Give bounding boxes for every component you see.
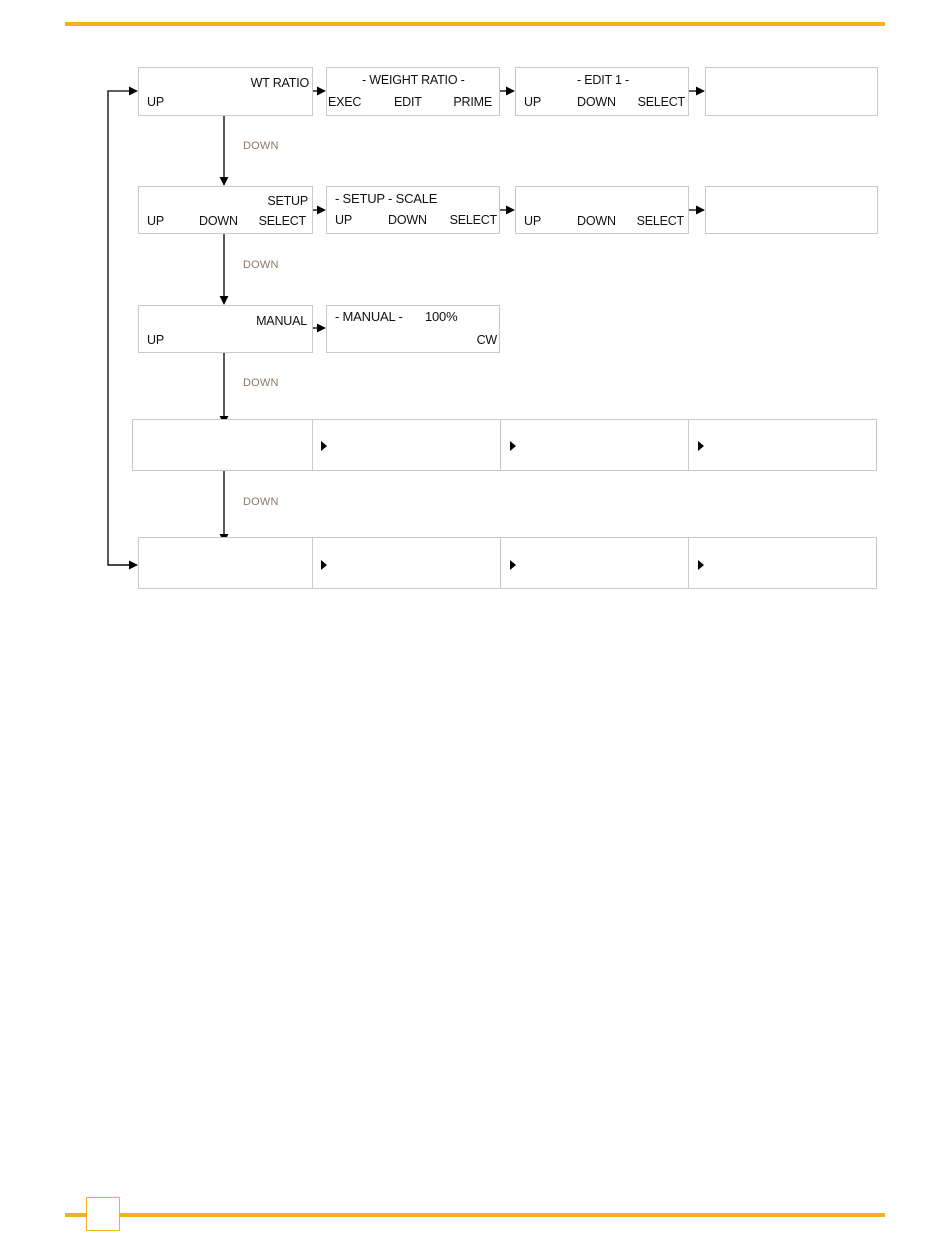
lcd-title: - MANUAL - [335, 309, 403, 324]
lcd-setup-scale [326, 186, 500, 234]
lcd-title: SETUP [267, 194, 308, 208]
footer-rule [65, 1213, 885, 1217]
lcd-manual-screen [326, 305, 500, 353]
lcd-title: WT RATIO [250, 76, 309, 90]
down-label-3: DOWN [243, 377, 279, 389]
row4-cell-3 [500, 420, 688, 470]
lcd-softkey-select: SELECT [636, 214, 684, 228]
lcd-softkey-up: UP [147, 214, 164, 228]
flow-row-5 [138, 537, 877, 589]
lcd-softkey-down: DOWN [577, 95, 616, 109]
lcd-wt-ratio-menu [138, 67, 313, 116]
lcd-blank-r2 [705, 186, 878, 234]
down-label-1: DOWN [243, 140, 279, 152]
lcd-softkey-down: DOWN [577, 214, 616, 228]
row4-cell-1 [133, 420, 312, 470]
lcd-softkey-select: SELECT [258, 214, 306, 228]
lcd-softkey-select: SELECT [449, 213, 497, 227]
lcd-softkey-down: DOWN [388, 213, 427, 227]
lcd-edit-1 [515, 67, 689, 116]
down-label-2: DOWN [243, 259, 279, 271]
lcd-softkey-prime: PRIME [453, 95, 492, 109]
row4-cell-4 [688, 420, 876, 470]
lcd-softkey-up: UP [147, 333, 164, 347]
flow-row-4 [132, 419, 877, 471]
lcd-title: - WEIGHT RATIO - [362, 73, 465, 87]
play-icon [321, 441, 327, 451]
row5-cell-1 [139, 538, 312, 588]
lcd-softkey-up: UP [524, 95, 541, 109]
lcd-softkey-edit: EDIT [394, 95, 422, 109]
lcd-setup-sub [515, 186, 689, 234]
down-label-4: DOWN [243, 496, 279, 508]
row5-cell-4 [688, 538, 876, 588]
play-icon [321, 560, 327, 570]
lcd-setup-menu [138, 186, 313, 234]
row4-cell-2 [312, 420, 500, 470]
lcd-softkey-down: DOWN [199, 214, 238, 228]
lcd-softkey-up: UP [524, 214, 541, 228]
lcd-softkey-up: UP [335, 213, 352, 227]
play-icon [698, 560, 704, 570]
lcd-manual-direction: CW [476, 333, 497, 347]
lcd-title: - SETUP - SCALE [335, 191, 438, 206]
play-icon [698, 441, 704, 451]
page-number-box [86, 1197, 120, 1231]
play-icon [510, 560, 516, 570]
lcd-manual-menu [138, 305, 313, 353]
lcd-weight-ratio [326, 67, 500, 116]
lcd-softkey-up: UP [147, 95, 164, 109]
row5-cell-3 [500, 538, 688, 588]
lcd-title: - EDIT 1 - [577, 73, 629, 87]
play-icon [510, 441, 516, 451]
lcd-softkey-select: SELECT [637, 95, 685, 109]
lcd-title: MANUAL [256, 314, 307, 328]
lcd-blank-r1 [705, 67, 878, 116]
row5-cell-2 [312, 538, 500, 588]
lcd-softkey-exec: EXEC [328, 95, 362, 109]
loop-back-line [108, 91, 137, 565]
lcd-manual-value: 100% [425, 309, 458, 324]
